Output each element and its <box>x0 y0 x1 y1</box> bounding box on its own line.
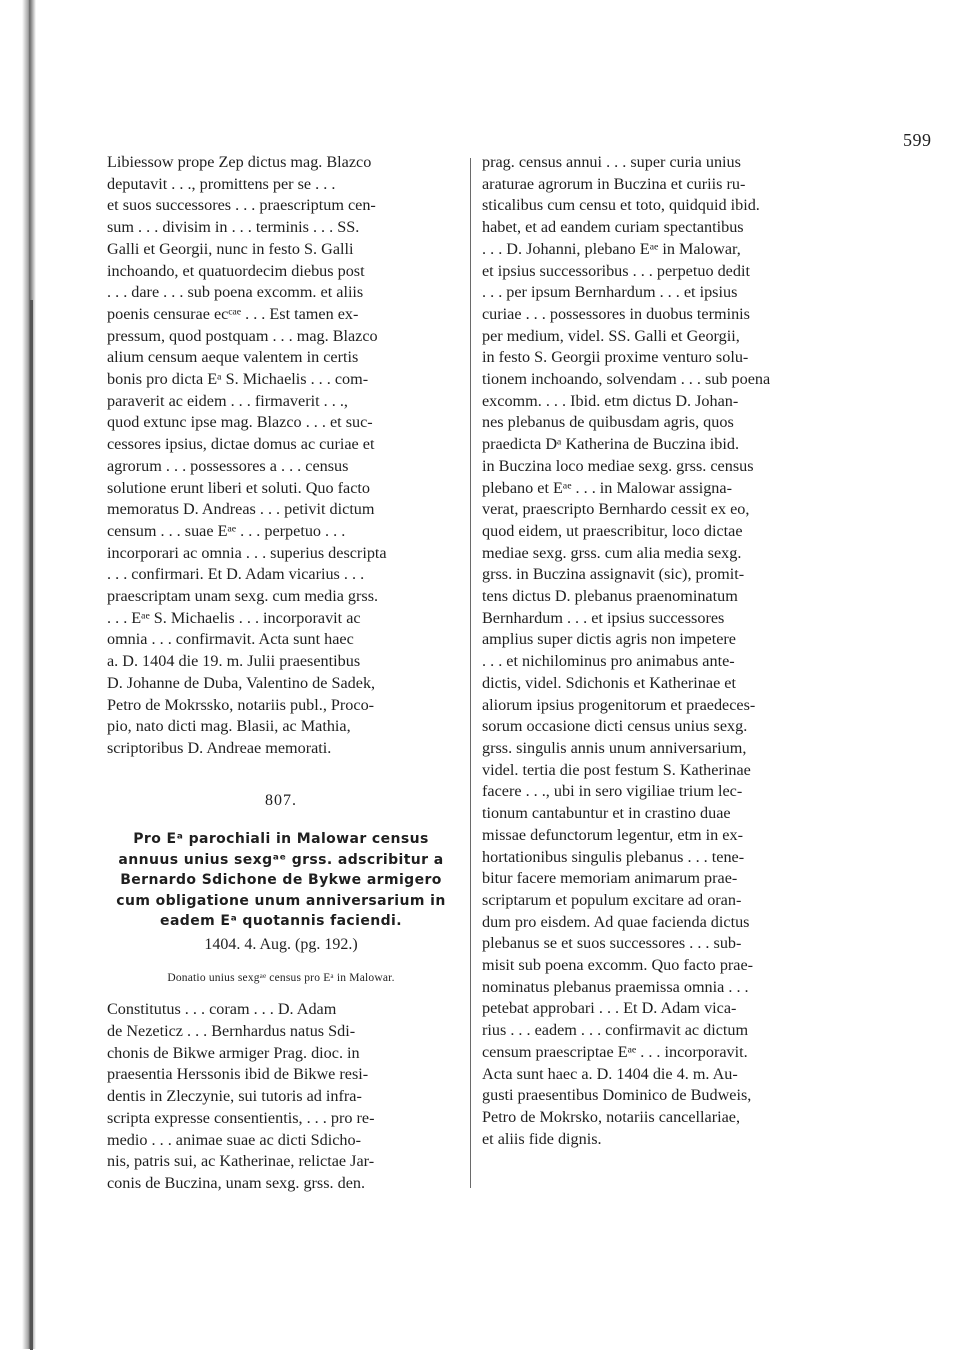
marginal-note: Donatio unius sexgᵃᵉ census pro Eᵃ in Malowar. <box>167 971 395 984</box>
document-heading: Pro Eᵃ parochiali in Malowar census annuus unius sexgᵃᵉ grss. adscribitur a Bernardo Sdichone de Bykwe armigero cum obligatione unum anniversarium in eadem Eᵃ quotannis faciendi. <box>116 831 446 930</box>
right-column <box>482 152 834 1150</box>
binding-line <box>30 300 33 1350</box>
document-date: 1404. 4. Aug. (pg. 192.) <box>204 935 358 953</box>
scanned-page-edge <box>22 0 36 1349</box>
right-column-text: prag. census annui . . . super curia unius araturae agrorum in Buczina et curiis ru- sticalibus cum censu et toto, quidquid ibid. habet, et ad eandem curiam spectantibus . . . D. Johanni, plebano Eᵃᵉ in Malowar, et ipsius successoribus . . . perpetuo dedit . . . per ipsum Bernhardum . . . et ipsius curiae . . . possessores in duobus terminis per medium, videl. SS. Galli et Georgii, in festo S. Georgii proxime venturo solu- tionem inchoando, solvendam . . . sub poena excomm. . . . Ibid. etm dictus D. Johan- nes plebanus de quibusdam agris, quos praedicta Dᵃ Katherina de Buczina ibid. in Buczina loco mediae sexg. grss. census plebano et Eᵃᵉ . . . in Malowar assigna- verat, praescripto Bernhardo cessit ex eo, quod eidem, ut praescribitur, loco dictae mediae sexg. grss. cum alia media sexg. grss. in Buczina assignavit (sic), promit- tens dictus D. plebanus praenominatum Bernhardum . . . et ipsius successores amplius super dictis agris non impetere . . . et nichilominus pro animabus ante- dictis, videl. Sdichonis et Katherinae et aliorum ipsius progenitorum et praedeces- sorum occasione dicti census unius sexg. grss. singulis annis unum anniversarium, videl. tertia die post festum S. Katherinae facere . . ., ubi in sero vigiliae trium lec- tionum cantabuntur et in crastino duae missae defunctorum legentur, etm in ex- hortationibus singulis plebanus . . . tene- bitur facere memoriam animarum prae- scriptarum et populum excitare ad oran- dum pro eisdem. Ad quae facienda dictus plebanus se et suos successores . . . sub- misit sub poena excomm. Quo facto prae- nominatus plebanus praemissa omnia . . . petebat approbari . . . Et D. Adam vica- rius . . . eadem . . . confirmavit ac dictum censum praescriptae Eᵃᵉ . . . incorporavit. Acta sunt haec a. D. 1404 die 4. m. Au- gusti praesentibus Dominico de Budweis, Petro de Mokrsko, notariis cancellariae, et aliis fide dignis. <box>482 153 771 1148</box>
left-column-text-top: Libiessow prope Zep dictus mag. Blazco deputavit . . ., promittens per se . . . et suos successores . . . praescriptum cen- sum . . . divisim in . . . terminis . . . SS. Galli et Georgii, nunc in festo S. Galli inchoando, et quatuordecim diebus post . . . dare . . . sub poena excomm. et aliis poenis censurae ecᶜᵃᵉ . . . Est tamen ex- pressum, quod postquam . . . mag. Blazco alium censum aeque valentem in certis bonis pro dicta Eᵃ S. Michaelis . . . com- paraverit ac eidem . . . firmaverit . . ., quod extunc ipse mag. Blazco . . . et suc- cessores ipsius, dictae domus ac curiae et agrorum . . . possessores a . . . census solutione erunt liberi et soluti. Quo facto memoratus D. Andreas . . . petivit dictum censum . . . suae Eᵃᵉ . . . perpetuo . . . incorporari ac omnia . . . superius descripta . . . confirmari. Et D. Adam vicarius . . . praescriptam unam sexg. cum media grss. . . . Eᵃᵉ S. Michaelis . . . incorporavit ac omnia . . . confirmavit. Acta sunt haec a. D. 1404 die 19. m. Julii praesentibus D. Johanne de Duba, Valentino de Sadek, Petro de Mokrssko, notariis publ., Proco- pio, nato dicti mag. Blasii, ac Mathia, scriptoribus D. Andreae memorati. <box>107 153 387 757</box>
document-number: 807. <box>265 791 297 809</box>
left-column-text-bottom: Constitutus . . . coram . . . D. Adam de Nezeticz . . . Bernhardus natus Sdi- chonis de Bikwe armiger Prag. dioc. in praesentia Herssonis ibid de Bikwe resi- dentis in Zleczynie, sui tutoris ad infra- scripta expresse consentientis, . . . pro re- medio . . . animae suae ac dicti Sdicho- nis, patris sui, ac Katherinae, relictae Jar- conis de Buczina, unam sexg. grss. den. <box>107 1000 375 1192</box>
page-number: 599 <box>903 130 932 150</box>
left-column <box>107 152 455 1195</box>
column-divider <box>470 158 471 1188</box>
